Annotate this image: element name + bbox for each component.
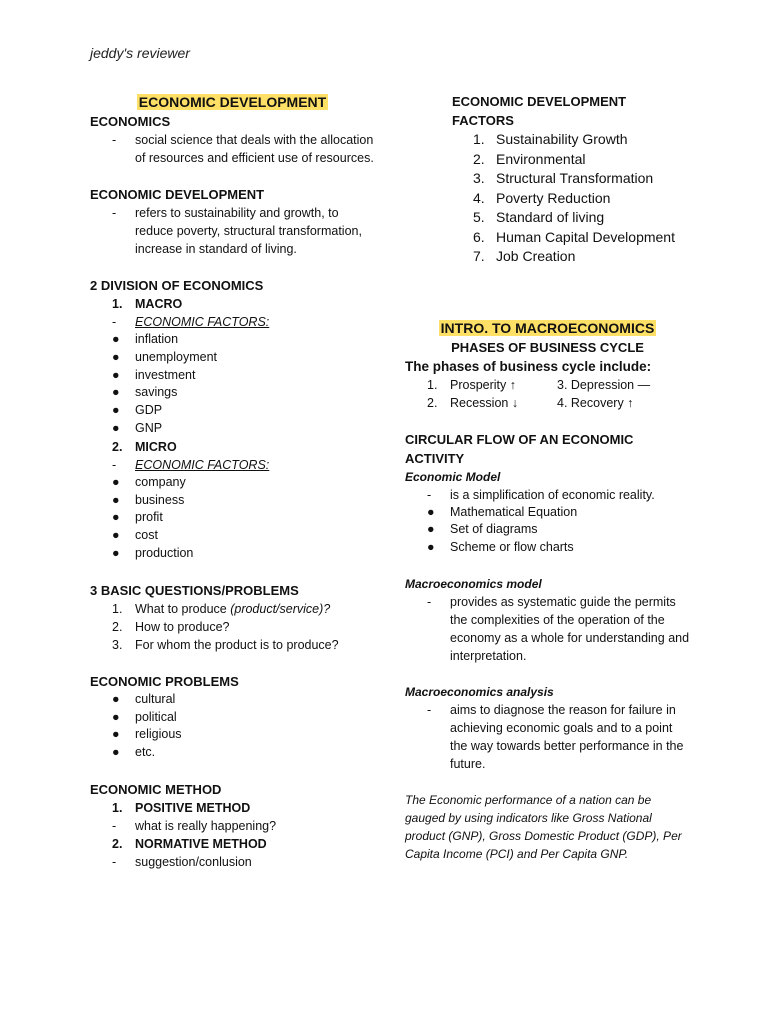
question-item: 2. How to produce? (112, 619, 230, 634)
list-item: ● company (112, 474, 186, 489)
factor-item: 6. Human Capital Development (473, 228, 675, 245)
factor-item: 7. Job Creation (473, 248, 576, 264)
right-column (405, 92, 690, 863)
economics-definition: - social science that deals with the allocation of resources and efficient use of resources. (112, 133, 374, 165)
method-heading: ECONOMIC METHOD (90, 781, 222, 797)
factors-heading-line2: FACTORS (452, 113, 514, 128)
list-item: ● etc. (112, 745, 156, 760)
left-column (90, 92, 375, 871)
list-item: ● Mathematical Equation (427, 504, 578, 519)
list-item: ● political (112, 709, 177, 724)
list-item: ● savings (112, 385, 178, 400)
phase-row: 1. Prosperity ↑ 3. Depression — (427, 377, 651, 392)
list-item: ● profit (112, 510, 163, 525)
macro-factors-label: - ECONOMIC FACTORS: (112, 315, 270, 329)
question-item: 3. For whom the product is to produce? (112, 637, 339, 652)
economic-model-def: - is a simplification of economic reality. (427, 487, 655, 502)
macro-model-def: - provides as systematic guide the permits the complexities of the operation of the economy as a whole for understanding and interpretation. (427, 594, 690, 663)
list-item: ● religious (112, 727, 182, 742)
circular-heading-line2: ACTIVITY (405, 450, 465, 466)
list-item: ● business (112, 492, 185, 507)
micro-factors-label: - ECONOMIC FACTORS: (112, 457, 270, 472)
problems-heading: ECONOMIC PROBLEMS (90, 673, 239, 689)
list-item: ● Set of diagrams (427, 522, 538, 537)
circular-heading-line1: CIRCULAR FLOW OF AN ECONOMIC (405, 431, 634, 447)
list-item: ● inflation (112, 332, 179, 346)
divisions-heading: 2 DIVISION OF ECONOMICS (90, 278, 264, 293)
micro-label: 2. MICRO (112, 439, 177, 454)
factor-item: 1. Sustainability Growth (473, 131, 628, 147)
factor-item: 5. Standard of living (473, 209, 605, 225)
section-title: ECONOMIC DEVELOPMENT (138, 94, 327, 110)
list-item: ● GDP (112, 403, 163, 418)
factor-item: 3. Structural Transformation (473, 170, 654, 186)
list-item: ● investment (112, 367, 196, 382)
factor-item: 4. Poverty Reduction (473, 189, 611, 206)
factors-heading-line1: ECONOMIC DEVELOPMENT (452, 94, 627, 109)
macro-analysis-label: Macroeconomics analysis (405, 684, 554, 699)
normative-method-desc: - suggestion/conlusion (112, 854, 252, 869)
macro-label: 1. MACRO (112, 297, 183, 311)
list-item: ● GNP (112, 420, 163, 435)
factors-section (405, 92, 690, 267)
positive-method: 1. POSITIVE METHOD (112, 800, 251, 815)
phases-heading: PHASES OF BUSINESS CYCLE (451, 339, 644, 355)
normative-method: 2. NORMATIVE METHOD (112, 836, 267, 851)
macro-title: INTRO. TO MACROECONOMICS (440, 319, 655, 336)
factor-item: 2. Environmental (473, 150, 586, 167)
page-header: jeddy's reviewer (90, 45, 190, 61)
phases-intro: The phases of business cycle include: (405, 358, 652, 374)
economic-development-definition: - refers to sustainability and growth, to reduce poverty, structural transformation, increase in standard of living. (112, 206, 362, 256)
phase-row: 2. Recession ↓ 4. Recovery ↑ (427, 395, 634, 410)
list-item: ● cultural (112, 691, 176, 706)
list-item: ● unemployment (112, 349, 217, 364)
macro-analysis-def: - aims to diagnose the reason for failure in achieving economic goals and to a point the way towards better performance in the future. (427, 702, 684, 771)
list-item: ● cost (112, 528, 158, 543)
closing-paragraph: The Economic performance of a nation can be gauged by using indicators like Gross National product (GNP), Gross Domestic Product (GDP), Per Capita Income (PCI) and Per Capita GNP. (405, 792, 682, 861)
economic-model-label: Economic Model (405, 469, 501, 484)
positive-method-desc: - what is really happening? (112, 818, 277, 833)
list-item: ● Scheme or flow charts (427, 540, 574, 555)
macro-model-label: Macroeconomics model (405, 576, 542, 591)
question-item: 1. What to produce (product/service)? (112, 601, 331, 616)
list-item: ● production (112, 545, 194, 560)
economics-heading: ECONOMICS (90, 114, 171, 129)
questions-heading: 3 BASIC QUESTIONS/PROBLEMS (90, 582, 299, 598)
economic-development-heading: ECONOMIC DEVELOPMENT (90, 187, 265, 202)
